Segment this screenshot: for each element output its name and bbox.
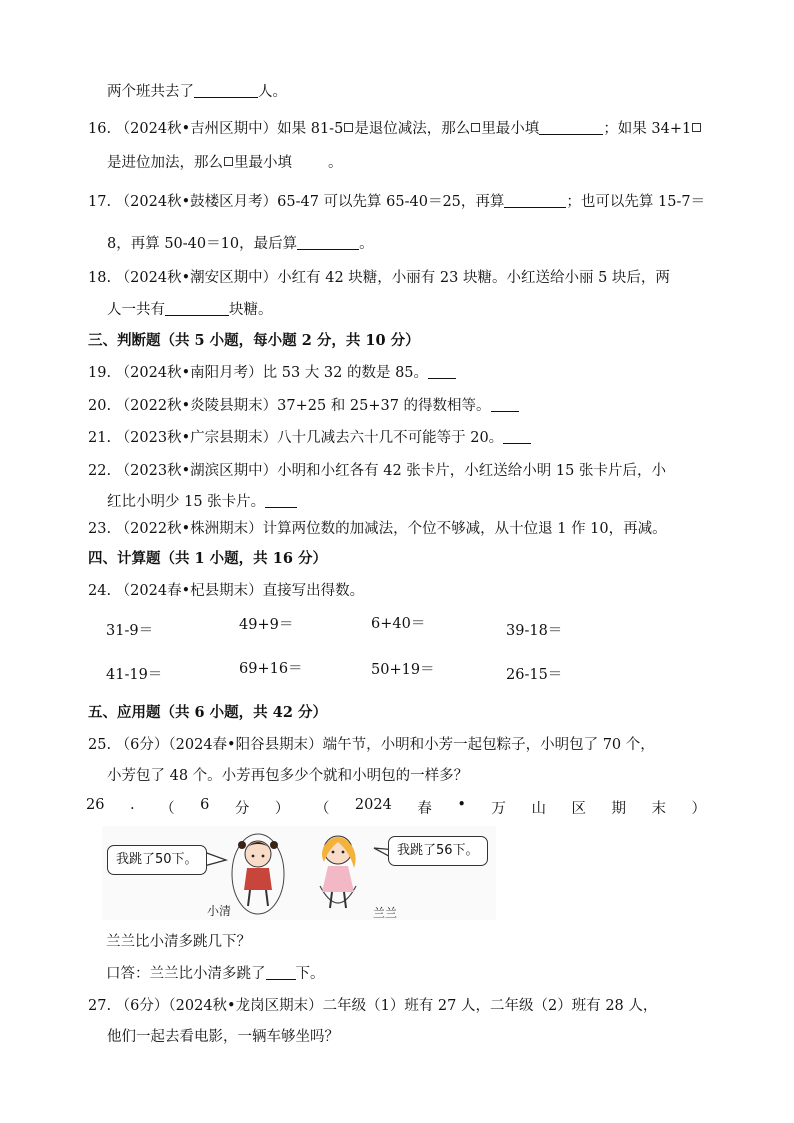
question-text: （2024秋•南阳月考）比 53 大 32 的数是 85。	[115, 365, 429, 381]
question-number: 18.	[88, 270, 112, 286]
q15-text-end: 人。	[258, 84, 287, 100]
answer-blank[interactable]	[539, 119, 603, 135]
question-text: 小芳包了 48 个。小芳再包多少个就和小明包的一样多？	[107, 768, 469, 784]
answer-prefix: 口答：兰兰比小清多跳了	[106, 966, 266, 982]
answer-blank[interactable]	[266, 964, 296, 980]
answer-blank[interactable]	[297, 234, 359, 250]
question-text: （2024秋•吉州区期中）如果 81-5	[115, 121, 344, 137]
calc-item: 39-18＝	[506, 623, 563, 639]
header-char: 末	[651, 801, 666, 817]
question-text: （2023秋•湖滨区期中）小明和小红各有 42 张卡片，小红送给小明 15 张卡片后，小	[115, 463, 666, 479]
header-char: 6	[200, 797, 210, 813]
question-text: （2022秋•炎陵县期末）37+25 和 25+37 的得数相等。	[115, 398, 491, 414]
question-text: 是进位加法，那么	[107, 155, 223, 171]
box-icon	[344, 123, 353, 132]
header-char: 春	[417, 801, 432, 817]
header-char: 分	[234, 801, 250, 817]
header-char: ）	[691, 801, 706, 817]
question-text: （2022秋•株洲期末）计算两位数的加减法，个位不够减，从十位退 1 作 10，再减。	[115, 521, 667, 537]
header-char: 山	[531, 801, 546, 817]
question-text: 里最小填	[234, 155, 292, 171]
question-18	[88, 268, 670, 288]
question-16	[88, 119, 702, 139]
question-text: ；如果 34+1	[603, 121, 692, 137]
question-number: 25.	[88, 737, 112, 753]
question-text: 8，再算 50-40＝10，最后算	[107, 236, 298, 252]
question-number: 19.	[88, 365, 112, 381]
calc-item: 50+19＝	[371, 662, 435, 678]
question-18-line2	[107, 300, 273, 320]
question-text: （2024春•杞县期末）直接写出得数。	[115, 583, 365, 599]
answer-blank[interactable]	[194, 82, 258, 98]
answer-blank[interactable]	[504, 192, 566, 208]
question-text: （2024秋•鼓楼区月考）65-47 可以先算 65-40＝25，再算	[115, 194, 505, 210]
question-26-header	[86, 797, 706, 818]
header-char: ）	[274, 801, 290, 817]
question-17-line2	[107, 234, 374, 254]
question-text: 。	[359, 236, 374, 252]
question-text: （6分）（2024春•阳谷县期末）端午节，小明和小芳一起包粽子，小明包了 70 个，	[115, 737, 655, 753]
header-char: （	[314, 801, 330, 817]
calc-item: 6+40＝	[371, 616, 426, 632]
header-char: （	[160, 801, 175, 817]
question-text: （2023秋•广宗县期末）八十几减去六十几不可能等于 20。	[115, 430, 504, 446]
question-26-answer	[106, 964, 325, 984]
question-23	[88, 519, 667, 539]
question-number: 20.	[88, 398, 112, 414]
question-22	[88, 461, 666, 481]
section-3-heading: 三、判断题（共 5 小题，每小题 2 分，共 10 分）	[88, 332, 420, 349]
name-label-2: 兰兰	[373, 906, 398, 920]
question-27-line2	[107, 1027, 339, 1047]
calc-item: 31-9＝	[106, 623, 154, 639]
question-text: 人一共有	[107, 302, 165, 318]
header-char: 期	[611, 801, 626, 817]
question-24	[88, 581, 364, 601]
header-char: 26	[86, 797, 105, 813]
calc-item: 49+9＝	[239, 617, 294, 633]
question-text: 他们一起去看电影，一辆车够坐吗？	[107, 1029, 339, 1045]
question-number: 22.	[88, 463, 112, 479]
answer-blank[interactable]	[503, 428, 531, 444]
question-text: 红比小明少 15 张卡片。	[107, 494, 266, 510]
answer-blank[interactable]	[265, 492, 297, 508]
question-number: 24.	[88, 583, 112, 599]
question-21	[88, 428, 531, 448]
question-text: 里最小填	[481, 121, 540, 137]
speech-bubble-2: 我跳了56下。	[388, 836, 488, 866]
answer-blank[interactable]	[491, 396, 519, 412]
q15-text: 两个班共去了	[107, 84, 194, 100]
question-17	[88, 192, 705, 212]
question-text: （6分）（2024秋•龙岗区期末）二年级（1）班有 27 人，二年级（2）班有 28 人，	[115, 998, 658, 1014]
header-char: •	[457, 797, 466, 813]
question-26-text: 兰兰比小清多跳几下？	[106, 934, 251, 950]
box-icon	[224, 157, 233, 166]
question-number: 27.	[88, 998, 112, 1014]
answer-blank[interactable]	[428, 363, 456, 379]
question-number: 23.	[88, 521, 112, 537]
question-number: 17.	[88, 194, 112, 210]
speech-bubble-1: 我跳了50下。	[107, 845, 207, 875]
question-16-line2	[107, 153, 343, 173]
box-icon	[692, 123, 701, 132]
question-25	[88, 735, 655, 755]
question-text: 块糖。	[229, 302, 273, 318]
question-27	[88, 996, 657, 1016]
section-5-heading: 五、应用题（共 6 小题，共 42 分）	[88, 704, 327, 721]
question-25-line2	[107, 766, 468, 786]
box-icon	[471, 123, 480, 132]
answer-blank[interactable]	[165, 300, 229, 316]
question-number: 16.	[88, 121, 112, 137]
question-text: ；也可以先算 15-7＝	[566, 194, 706, 210]
name-label-1: 小清	[207, 904, 232, 918]
question-20	[88, 396, 519, 416]
question-22-line2	[107, 492, 297, 512]
calc-item: 69+16＝	[239, 661, 303, 677]
q15-continuation	[107, 82, 287, 102]
question-19	[88, 363, 456, 383]
header-char: .	[129, 797, 135, 813]
calc-item: 26-15＝	[506, 667, 563, 683]
header-char: 万	[491, 801, 506, 817]
question-number: 21.	[88, 430, 112, 446]
answer-suffix: 下。	[295, 966, 325, 982]
question-text: 。	[328, 155, 343, 171]
question-text: （2024秋•潮安区期中）小红有 42 块糖，小丽有 23 块糖。小红送给小丽 5 块后，两	[115, 270, 670, 286]
header-char: 区	[571, 801, 586, 817]
section-4-heading: 四、计算题（共 1 小题，共 16 分）	[88, 550, 327, 567]
question-text: 是退位减法，那么	[354, 121, 471, 137]
calc-item: 41-19＝	[106, 667, 163, 683]
header-char: 2024	[354, 797, 392, 813]
